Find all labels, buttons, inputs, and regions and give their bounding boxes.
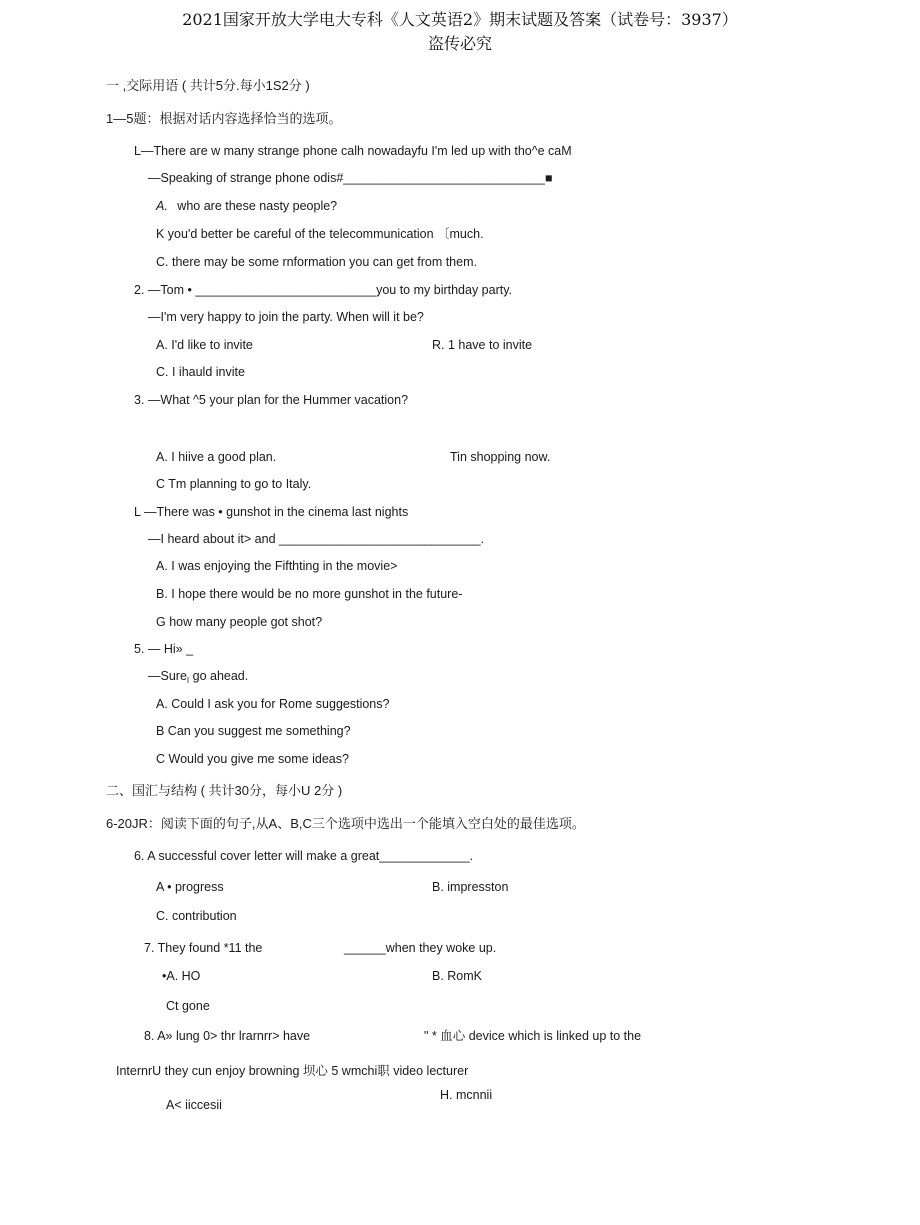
q8-option-a: A< iiccesii xyxy=(166,1098,222,1112)
section2-heading: 二、国汇与结构 ( 共计30分，每小U 2分 ) xyxy=(106,783,343,798)
q3-option-c: C Tm planning to go to Italy. xyxy=(156,477,312,491)
q6-option-b: B. impresston xyxy=(432,880,509,894)
q5-reply-sub: I xyxy=(186,676,190,685)
q5-reply-start: —Sure xyxy=(148,669,187,683)
q7-option-b: B. RomK xyxy=(432,969,483,983)
q1-prompt: L—There are w many strange phone calh nowadayfu I'm led up with tho^e caM xyxy=(134,144,572,158)
q8-prompt-right: " * 血心 device which is linked up to the xyxy=(424,1029,642,1043)
section1-heading: 一 ,交际用语 ( 共计5分.每小1S2分 ) xyxy=(106,78,310,93)
q7-option-a: •A. HO xyxy=(162,969,201,983)
q3-option-a: A. I hiive a good plan. xyxy=(156,450,277,464)
q2-option-b: R. 1 have to invite xyxy=(432,338,533,352)
q2-option-c: C. I ihauld invite xyxy=(156,365,245,379)
q1-option-a xyxy=(156,198,337,214)
q5-reply-rest: go ahead. xyxy=(189,669,249,683)
q5-option-a: A. Could I ask you for Rome suggestions? xyxy=(156,697,390,711)
q4-option-b: B. I hope there would be no more gunshot in the future- xyxy=(156,587,463,601)
q2-option-a: A. I'd like to invite xyxy=(156,338,253,352)
q8-prompt-left: 8. A» lung 0> thr lrarnrr> have xyxy=(144,1029,311,1043)
q1-option-b: K you'd better be careful of the telecommunication 〔much. xyxy=(156,227,484,241)
q4-option-c: G how many people got shot? xyxy=(156,615,323,629)
q8-continuation: InternrU they cun enjoy browning 坝心 5 wmchi职 video lecturer xyxy=(116,1064,469,1078)
q7-prompt-left: 7. They found *11 the xyxy=(144,941,263,955)
q2-prompt: 2. —Tom • __________________________you to my birthday party. xyxy=(134,283,513,297)
section1-instruction: 1—5题：根据对话内容选择恰当的选项。 xyxy=(106,111,342,126)
q6-option-a: A • progress xyxy=(156,880,224,894)
q4-reply: —I heard about it> and _____________________________. xyxy=(148,532,485,546)
q5-option-b: B Can you suggest me something? xyxy=(156,724,351,738)
exam-title: 2021国家开放大学电大专科《人文英语2》期末试题及答案（试卷号：3937） xyxy=(182,10,738,29)
q1-option-a-label: A. xyxy=(156,199,168,213)
q1-option-a-text: who are these nasty people? xyxy=(177,199,338,213)
q8-option-b: H. mcnnii xyxy=(440,1088,493,1102)
q1-reply: —Speaking of strange phone odis#_____________________________■ xyxy=(148,171,553,185)
q5-option-c: C Would you give me some ideas? xyxy=(156,752,349,766)
q7-prompt-right: ______when they woke up. xyxy=(344,941,497,955)
q5-reply xyxy=(148,668,248,689)
q4-prompt: L —There was • gunshot in the cinema last nights xyxy=(134,505,409,519)
q5-prompt: 5. — Hi» _ xyxy=(134,642,194,656)
exam-subtitle: 盗传必究 xyxy=(427,34,492,53)
q3-prompt: 3. —What ^5 your plan for the Hummer vacation? xyxy=(134,393,409,407)
q4-option-a: A. I was enjoying the Fifthting in the movie> xyxy=(156,559,398,573)
q1-option-c: C. there may be some rnformation you can get from them. xyxy=(156,255,477,269)
q3-option-b: Tin shopping now. xyxy=(450,450,551,464)
q7-option-c: Ct gone xyxy=(166,999,210,1013)
q2-reply: —I'm very happy to join the party. When will it be? xyxy=(148,310,424,324)
q6-option-c: C. contribution xyxy=(156,909,237,923)
section2-instruction: 6-20JR：阅读下面的句子,从A、B,C三个选项中选出一个能填入空白处的最佳选项。 xyxy=(106,816,585,831)
q6-prompt: 6. A successful cover letter will make a great_____________. xyxy=(134,849,474,863)
